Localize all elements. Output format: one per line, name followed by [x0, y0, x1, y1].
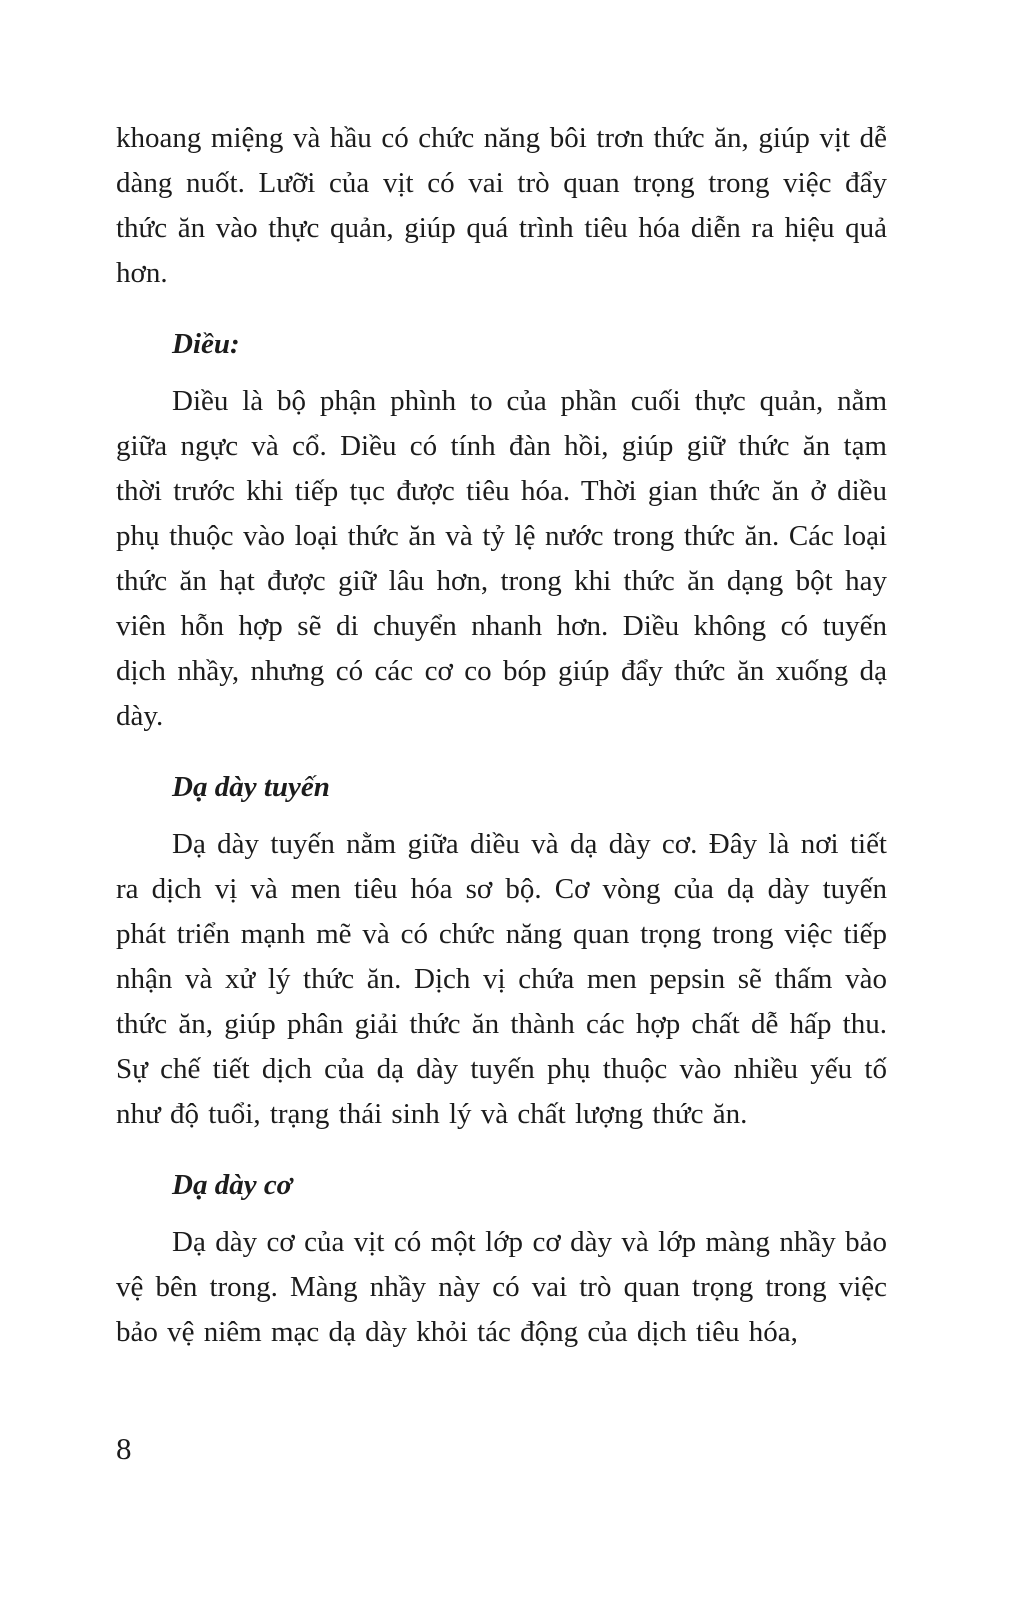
section-heading-dieu: Diều:	[172, 328, 240, 360]
paragraph-da-day-co: Dạ dày cơ của vịt có một lớp cơ dày và lớp màng nhầy bảo vệ bên trong. Màng nhầy này có vai trò quan trọng trong việc bảo vệ niêm mạc dạ dày khỏi tác động của dịch tiêu hóa,	[116, 1226, 887, 1348]
paragraph-da-day-tuyen: Dạ dày tuyến nằm giữa diều và dạ dày cơ. Đây là nơi tiết ra dịch vị và men tiêu hóa sơ bộ. Cơ vòng của dạ dày tuyến phát triển mạnh mẽ và có chức năng quan trọng trong việc tiếp nhận và xử lý thức ăn. Dịch vị chứa men pepsin sẽ thấm vào thức ăn, giúp phân giải thức ăn thành các hợp chất dễ hấp thu. Sự chế tiết dịch của dạ dày tuyến phụ thuộc vào nhiều yếu tố như độ tuổi, trạng thái sinh lý và chất lượng thức ăn.	[116, 828, 887, 1130]
section-heading-da-day-tuyen: Dạ dày tuyến	[172, 771, 330, 803]
section-heading-da-day-co: Dạ dày cơ	[172, 1169, 293, 1201]
page-number: 8	[116, 1431, 132, 1466]
paragraph-mouth-esophagus: khoang miệng và hầu có chức năng bôi trơn thức ăn, giúp vịt dễ dàng nuốt. Lưỡi của vịt có vai trò quan trọng trong việc đẩy thức ăn vào thực quản, giúp quá trình tiêu hóa diễn ra hiệu quả hơn.	[116, 122, 887, 289]
paragraph-dieu: Diều là bộ phận phình to của phần cuối thực quản, nằm giữa ngực và cổ. Diều có tính đàn hồi, giúp giữ thức ăn tạm thời trước khi tiếp tục được tiêu hóa. Thời gian thức ăn ở diều phụ thuộc vào loại thức ăn và tỷ lệ nước trong thức ăn. Các loại thức ăn hạt được giữ lâu hơn, trong khi thức ăn dạng bột hay viên hỗn hợp sẽ di chuyển nhanh hơn. Diều không có tuyến dịch nhầy, nhưng có các cơ co bóp giúp đẩy thức ăn xuống dạ dày.	[116, 385, 887, 732]
